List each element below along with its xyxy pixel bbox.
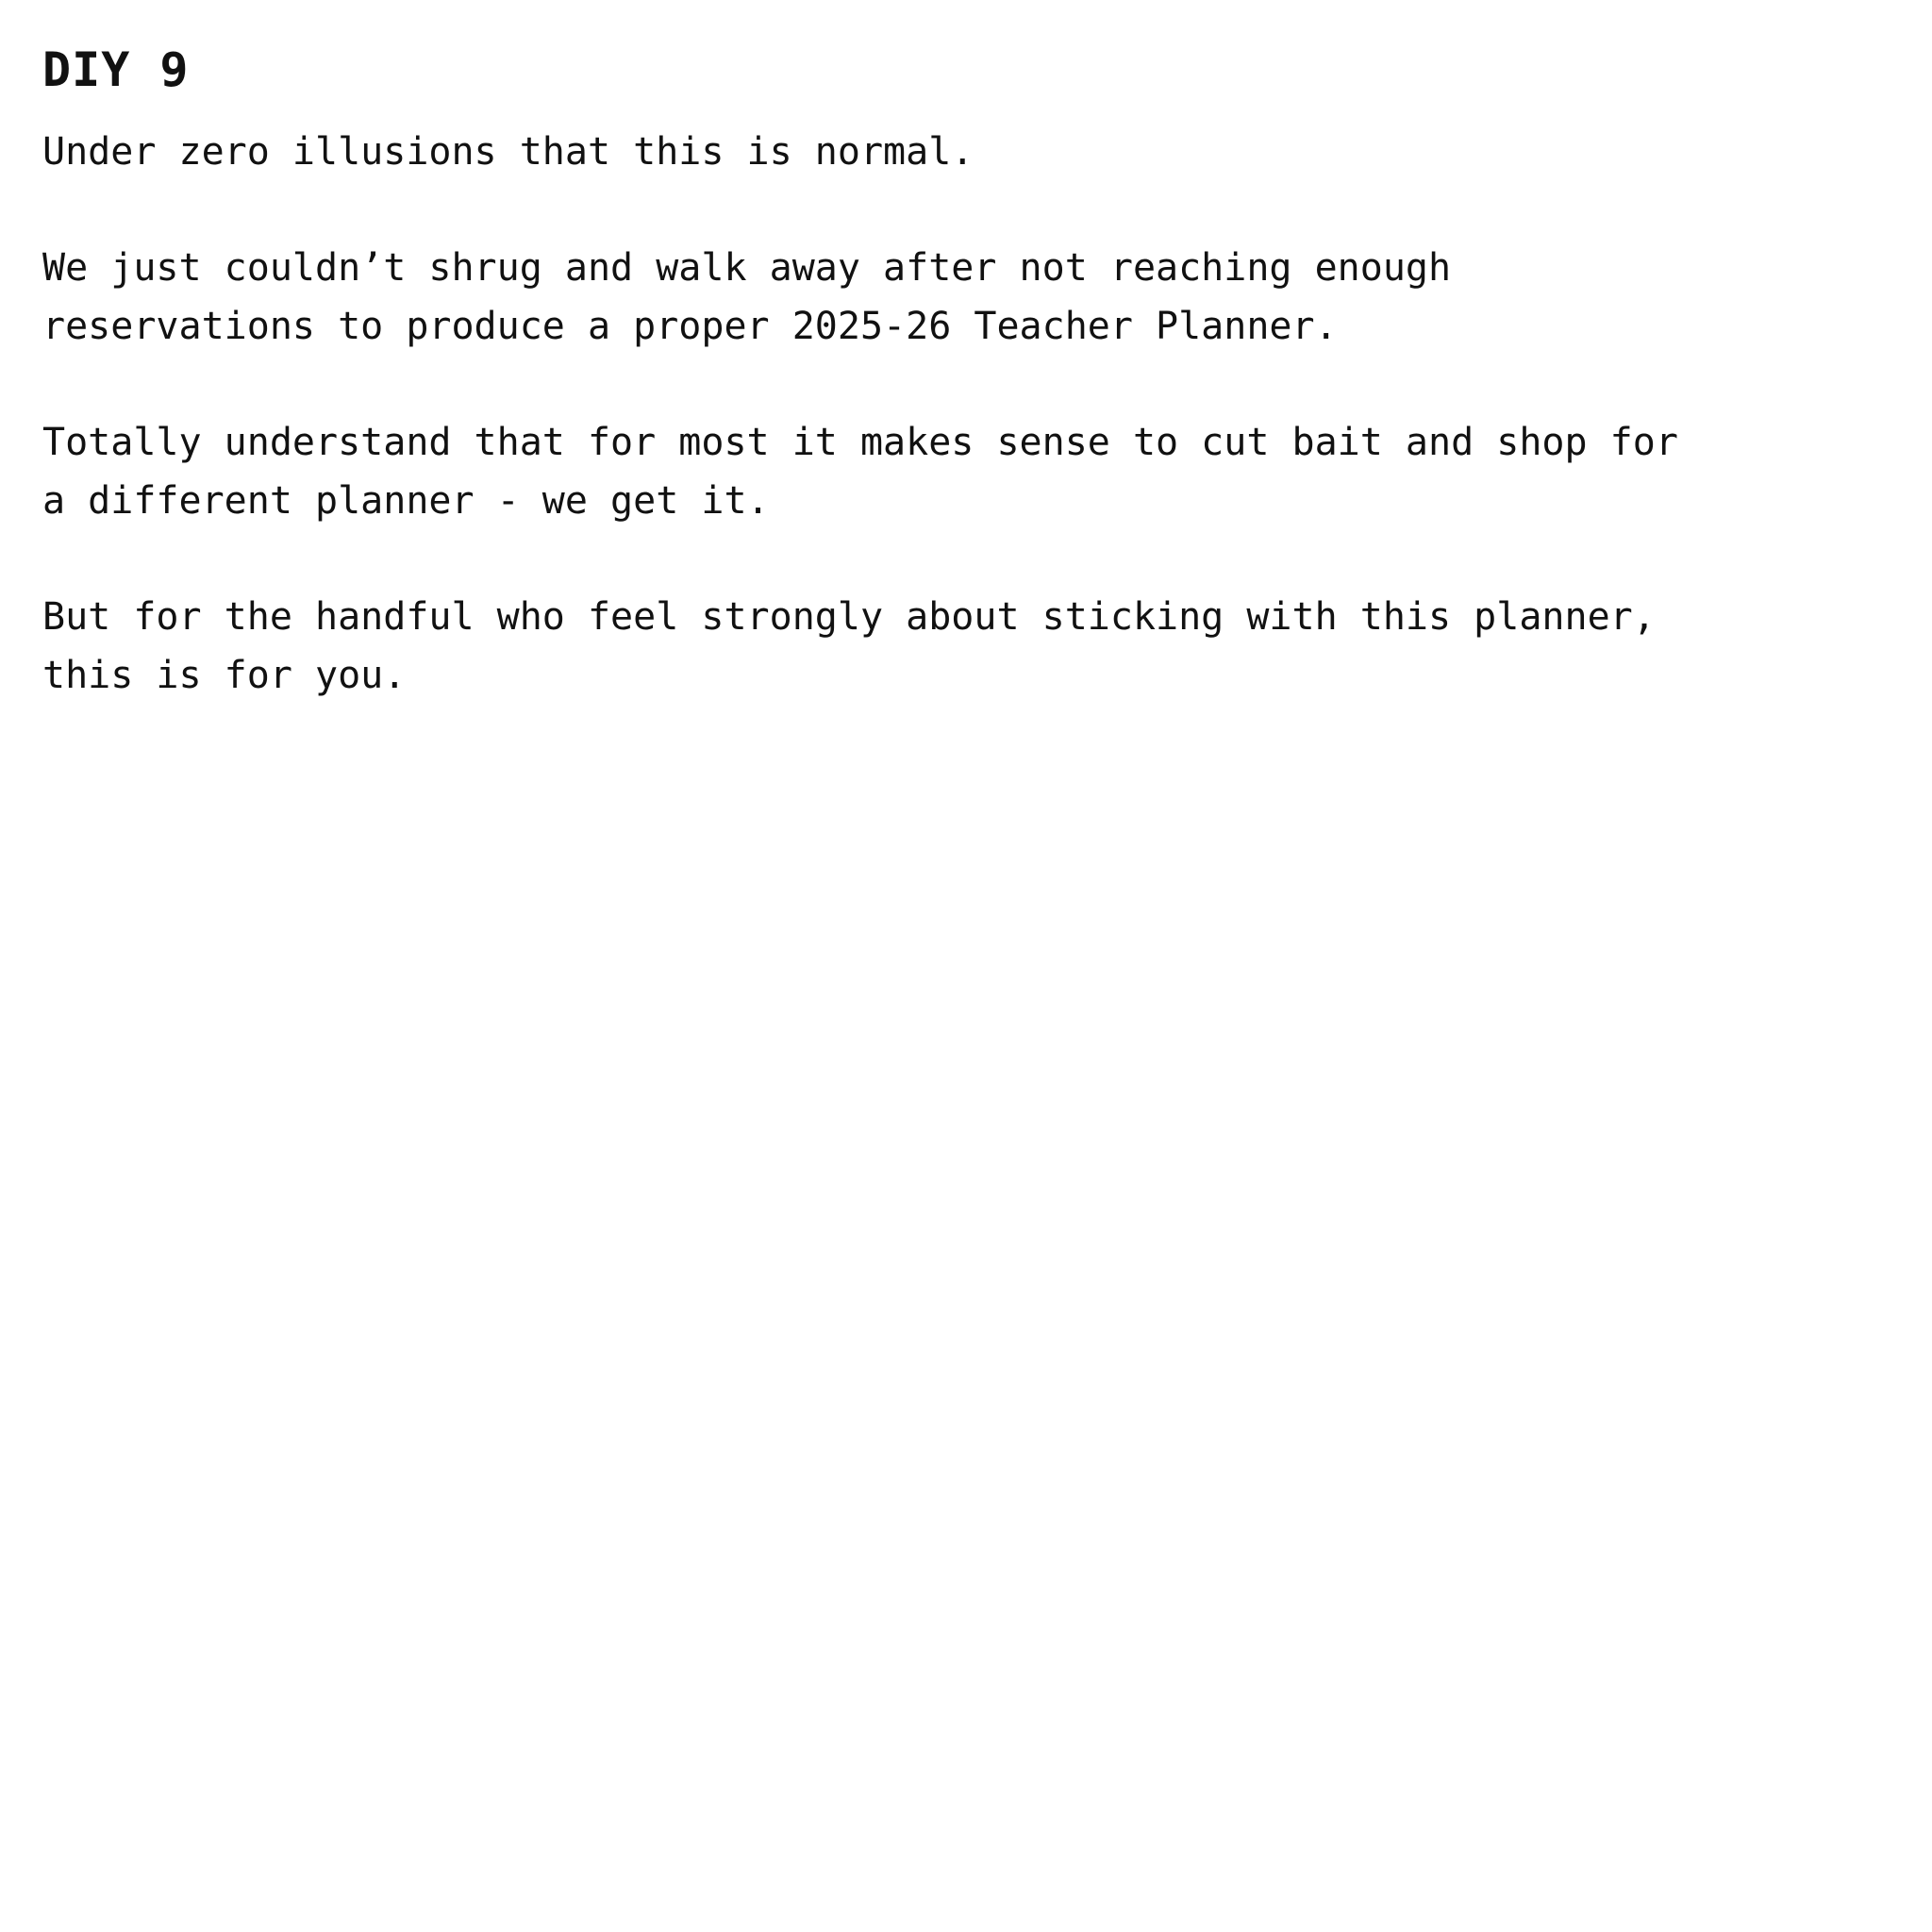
page-title: DIY 9 (42, 42, 190, 97)
closing-paragraph: But for the handful who feel strongly about sticking with this planner, this is for you. (42, 595, 1656, 697)
intro-paragraph: Under zero illusions that this is normal. (42, 130, 974, 174)
explanation-paragraph: We just couldn’t shrug and walk away after not reaching enough reservations to produce a proper 2025-26 Teacher Planner. (42, 246, 1452, 348)
understanding-paragraph: Totally understand that for most it makes sense to cut bait and shop for a different planner - we get it. (42, 421, 1678, 523)
document-body (42, 42, 1890, 705)
